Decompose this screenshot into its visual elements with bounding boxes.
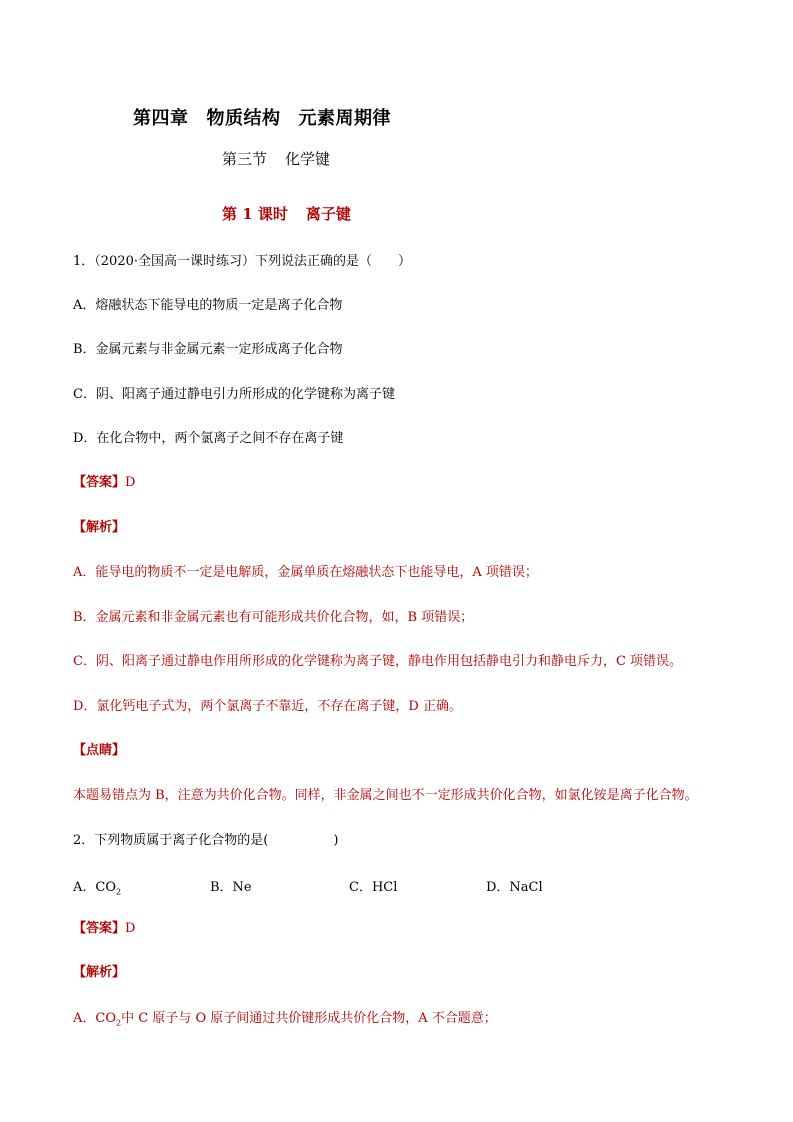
q1-option-d: D．在化合物中，两个氯离子之间不存在离子键 [73, 431, 344, 446]
section-heading [222, 148, 330, 169]
q1-tip: 本题易错点为 B，注意为共价化合物。同样，非金属之间也不一定形成共价化合物，如氯化铵是离子化合物。 [73, 788, 698, 803]
answer-label: 【答案】 [73, 475, 126, 490]
q1-analysis-a: A．能导电的物质不一定是电解质，金属单质在熔融状态下也能导电，A 项错误； [73, 565, 538, 580]
section-number: 第三节 [222, 150, 268, 168]
q2-answer [73, 920, 135, 938]
section-title: 化学键 [285, 150, 331, 168]
q2-option-b: B．Ne [210, 880, 252, 895]
q2-option-a: A．$CO_2$ [73, 880, 122, 897]
chapter-title-a: 物质结构 [206, 108, 281, 129]
q1-option-c: C．阴、阳离子通过静电引力所形成的化学键称为离子键 [73, 387, 395, 402]
chapter-heading [133, 104, 391, 130]
chapter-number: 第四章 [133, 108, 189, 129]
q1-analysis-b: B．金属元素和非金属元素也有可能形成共价化合物，如，B 项错误； [73, 610, 474, 625]
q1-analysis-d: D．氯化钙电子式为，两个氯离子不靠近，不存在离子键，D 正确。 [73, 699, 462, 714]
q2-analysis-label: 【解析】 [73, 965, 126, 980]
q2-option-d: D．NaCl [486, 880, 543, 895]
q1-stem: 1．（2020·全国高一课时练习）下列说法正确的是（ ） [73, 254, 411, 269]
q1-analysis-c: C．阴、阳离子通过静电作用所形成的化学键称为离子键，静电作用包括静电引力和静电斥力，C 项错误。 [73, 654, 683, 669]
answer-value: D [125, 475, 136, 490]
chapter-title-b: 元素周期律 [298, 108, 391, 129]
answer-label: 【答案】 [73, 921, 126, 936]
q1-tip-label: 【点睛】 [73, 743, 126, 758]
q2-option-c: C．HCl [349, 880, 398, 895]
q1-answer [73, 474, 135, 492]
q2-analysis-a: A．$CO_2$中 C 原子与 O 原子间通过共价键形成共价化合物，A 不合题意； [73, 1011, 497, 1028]
lesson-heading [222, 203, 351, 224]
q1-option-a: A．熔融状态下能导电的物质一定是离子化合物 [73, 298, 343, 313]
q1-option-b: B．金属元素与非金属元素一定形成离子化合物 [73, 342, 343, 357]
lesson-number: 第 1 课时 [222, 205, 288, 223]
q1-analysis-label: 【解析】 [73, 520, 126, 535]
lesson-title: 离子键 [305, 205, 351, 223]
q2-stem: 2．下列物质属于离子化合物的是( ) [73, 833, 339, 848]
answer-value: D [125, 921, 136, 936]
